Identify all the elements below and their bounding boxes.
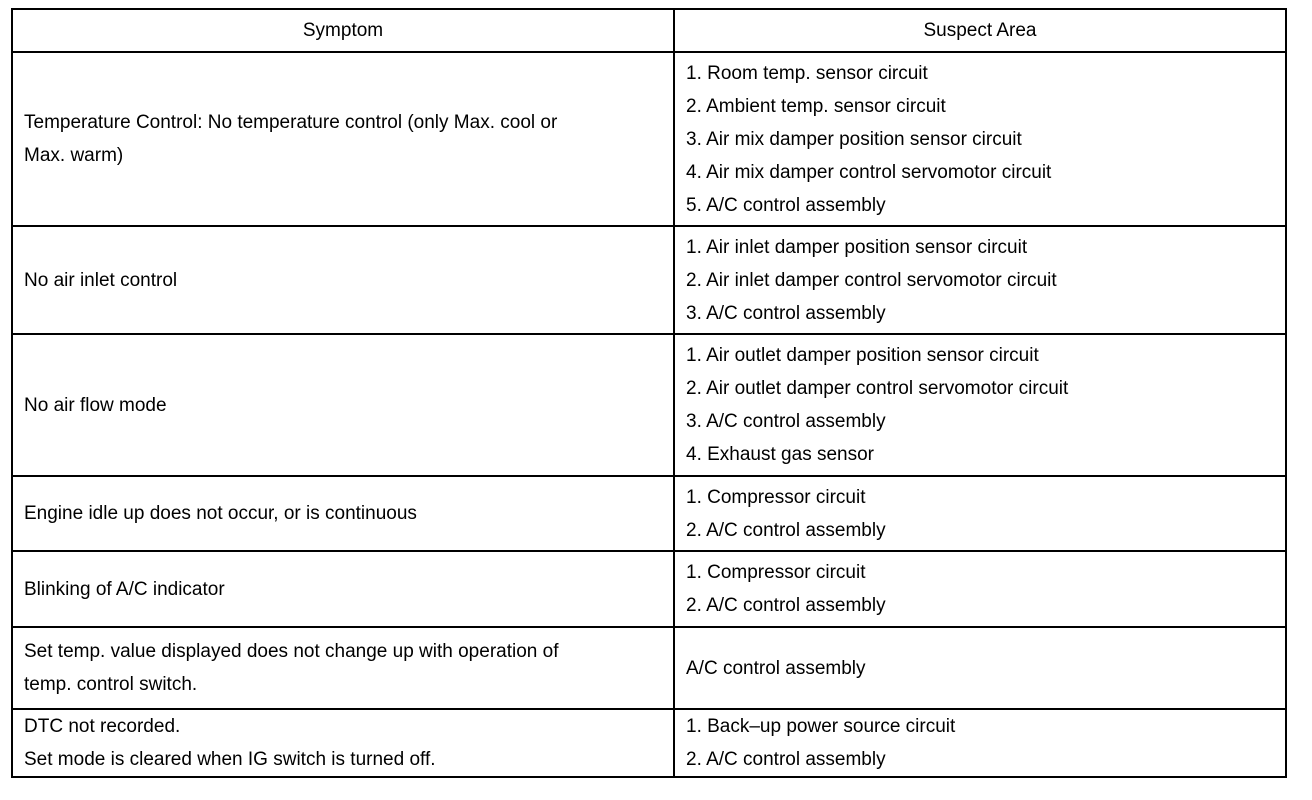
suspect-item: 1. Back–up power source circuit bbox=[686, 716, 956, 737]
symptom-text: No air inlet control bbox=[24, 269, 178, 291]
suspect-item: 2. A/C control assembly bbox=[686, 595, 886, 616]
suspect-area-cell bbox=[674, 52, 1286, 226]
symptom-cell bbox=[12, 52, 674, 226]
header-suspect-area: Suspect Area bbox=[674, 9, 1286, 52]
suspect-item: 4. Exhaust gas sensor bbox=[686, 444, 874, 465]
symptom-cell bbox=[12, 226, 674, 334]
suspect-item: 1. Compressor circuit bbox=[686, 486, 866, 508]
suspect-item: 3. Air mix damper position sensor circuit bbox=[686, 128, 1022, 150]
suspect-item: 4. Air mix damper control servomotor circuit bbox=[686, 161, 1052, 183]
symptom-text: Engine idle up does not occur, or is continuous bbox=[24, 503, 417, 524]
table-row bbox=[12, 334, 1286, 476]
suspect-item: 1. Air outlet damper position sensor circuit bbox=[686, 345, 1039, 366]
table-row bbox=[12, 52, 1286, 226]
symptom-text: Set mode is cleared when IG switch is turned off. bbox=[24, 749, 436, 770]
suspect-item: 2. Air outlet damper control servomotor circuit bbox=[686, 378, 1069, 399]
suspect-area-cell bbox=[674, 334, 1286, 476]
symptom-text: temp. control switch. bbox=[24, 674, 198, 695]
symptom-cell bbox=[12, 627, 674, 709]
table-row bbox=[12, 709, 1286, 777]
suspect-area-cell bbox=[674, 709, 1286, 777]
suspect-area-cell bbox=[674, 476, 1286, 551]
suspect-area-cell bbox=[674, 627, 1286, 709]
suspect-item: A/C control assembly bbox=[686, 657, 866, 679]
symptom-text: No air flow mode bbox=[24, 394, 167, 416]
suspect-area-cell bbox=[674, 226, 1286, 334]
header-row bbox=[12, 9, 1286, 52]
symptom-text: Blinking of A/C indicator bbox=[24, 578, 225, 600]
symptom-text: Set temp. value displayed does not change up with operation of bbox=[24, 641, 559, 662]
symptom-cell bbox=[12, 709, 674, 777]
table-row bbox=[12, 627, 1286, 709]
suspect-item: 2. Ambient temp. sensor circuit bbox=[686, 95, 946, 117]
suspect-item: 2. A/C control assembly bbox=[686, 749, 886, 770]
suspect-item: 1. Air inlet damper position sensor circuit bbox=[686, 236, 1028, 258]
suspect-item: 3. A/C control assembly bbox=[686, 411, 886, 432]
suspect-item: 2. A/C control assembly bbox=[686, 519, 886, 541]
table-row bbox=[12, 226, 1286, 334]
suspect-item: 1. Room temp. sensor circuit bbox=[686, 62, 928, 84]
symptom-cell bbox=[12, 551, 674, 627]
table-row bbox=[12, 476, 1286, 551]
symptom-table bbox=[11, 8, 1287, 778]
symptom-cell bbox=[12, 334, 674, 476]
suspect-item: 2. Air inlet damper control servomotor circuit bbox=[686, 269, 1057, 291]
symptom-text: Max. warm) bbox=[24, 145, 124, 166]
suspect-item: 3. A/C control assembly bbox=[686, 302, 886, 324]
suspect-area-cell bbox=[674, 551, 1286, 627]
header-symptom: Symptom bbox=[12, 9, 674, 52]
suspect-item: 5. A/C control assembly bbox=[686, 194, 886, 216]
symptom-text: DTC not recorded. bbox=[24, 716, 181, 737]
symptom-cell bbox=[12, 476, 674, 551]
table-row bbox=[12, 551, 1286, 627]
symptom-text: Temperature Control: No temperature control (only Max. cool or bbox=[24, 112, 558, 133]
suspect-item: 1. Compressor circuit bbox=[686, 562, 866, 583]
